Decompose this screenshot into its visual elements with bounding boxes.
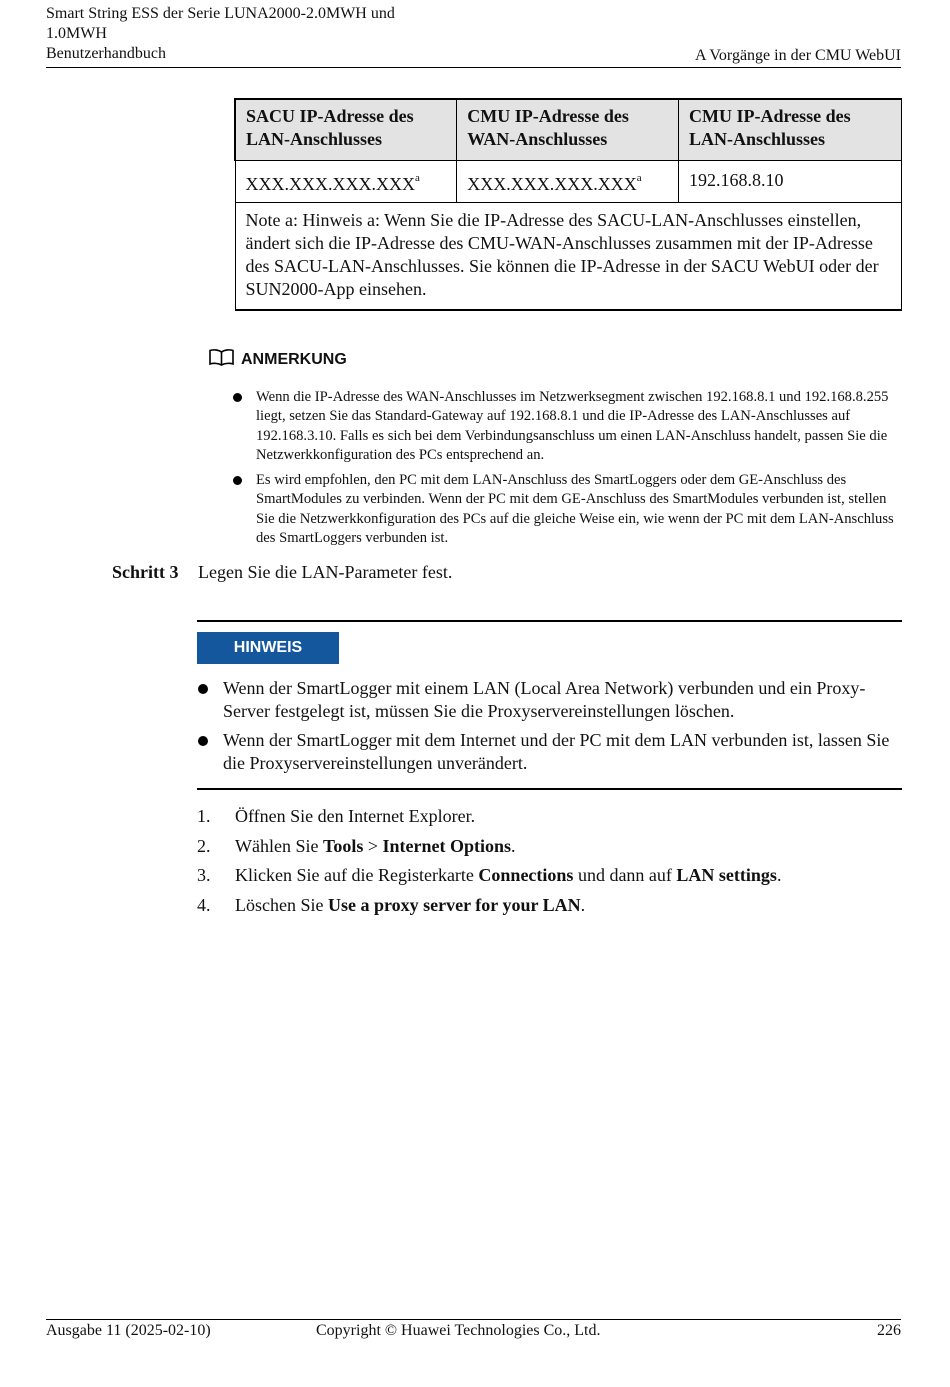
ui-term: Use a proxy server for your LAN [327, 894, 581, 915]
section-title: A Vorgänge in der CMU WebUI [695, 47, 901, 64]
ui-term: Connections [478, 865, 574, 885]
text-run: . [580, 894, 586, 915]
substep-number: 2. [197, 835, 211, 856]
substep-number: 1. [197, 806, 211, 826]
substep-number: 4. [197, 894, 211, 915]
page-number: 226 [877, 1322, 901, 1339]
substep-text [235, 863, 781, 893]
document-title [46, 4, 395, 64]
bullet [198, 736, 208, 746]
table-cell: 192.168.8.10 [678, 161, 901, 203]
ui-term: LAN settings [676, 865, 777, 885]
table-header-cell: CMU IP-Adresse des WAN-Anschlusses [457, 99, 679, 161]
ui-term: Tools [322, 835, 364, 856]
table-header-cell: SACU IP-Adresse des LAN-Anschlusses [235, 99, 457, 161]
text-run: Klicken Sie auf die Registerkarte [235, 865, 479, 885]
table-cell: XXX.XXX.XXX.XXX$^a$ [235, 161, 457, 203]
table-cell: XXX.XXX.XXX.XXX$^a$ [457, 161, 679, 203]
notice-top-rule [197, 620, 902, 622]
copyright-label: Copyright © Huawei Technologies Co., Ltd. [316, 1322, 601, 1339]
ui-term: Internet Options [382, 835, 512, 856]
step-text: Legen Sie die LAN-Parameter fest. [198, 562, 453, 582]
remark-heading [208, 348, 347, 371]
text-run: Wählen Sie [235, 835, 323, 856]
footer-divider [46, 1319, 901, 1320]
step-label: Schritt 3 [112, 562, 179, 582]
text-run: und dann auf [573, 865, 677, 885]
substep-list [197, 804, 781, 922]
table-row [235, 161, 902, 203]
bullet [233, 393, 242, 402]
table-header-row [235, 99, 902, 161]
footnote-marker: a [415, 172, 420, 184]
document-subtitle: Benutzerhandbuch [46, 45, 166, 62]
list-item: Wenn der SmartLogger mit dem Internet und der PC mit dem LAN verbunden ist, lassen Sie die Proxyservereinstellungen unverändert. [197, 729, 902, 775]
substep-item [197, 804, 781, 834]
substep-item [197, 863, 781, 893]
bullet [233, 476, 242, 485]
table-header-cell: CMU IP-Adresse des LAN-Anschlusses [678, 99, 901, 161]
substep-text [235, 804, 475, 834]
bullet [198, 684, 208, 694]
document-title-line: 1.0MWH [46, 25, 107, 42]
notice-bottom-rule [197, 788, 902, 790]
list-item: Wenn die IP-Adresse des WAN-Anschlusses im Netzwerksegment zwischen 192.168.8.1 und 192.168.8.255 liegt, setzen Sie das Standard-Gateway auf 192.168.8.1 und die IP-Adresse des LAN-Anschlusses auf 192.168.3.10. Falls es sich bei dem Verbindungsanschluss um einen LAN-Anschluss handelt, passen Sie die Netzwerkkonfiguration des PCs entsprechend an. [232, 388, 904, 465]
text-run: > [363, 835, 383, 856]
substep-text [235, 834, 516, 864]
notice-list [197, 677, 902, 775]
substep-number: 3. [197, 865, 211, 885]
notice-badge: HINWEIS [197, 632, 339, 664]
remark-list [232, 388, 904, 548]
list-item: Wenn der SmartLogger mit einem LAN (Local Area Network) verbunden und ein Proxy-Server festgelegt ist, müssen Sie die Proxyservereinstellungen löschen. [197, 677, 902, 723]
table-note-row [235, 203, 902, 311]
text-run: . [511, 835, 516, 856]
edition-label: Ausgabe 11 (2025-02-10) [46, 1322, 211, 1339]
substep-item [197, 834, 781, 864]
book-icon [208, 348, 241, 371]
list-item: Es wird empfohlen, den PC mit dem LAN-Anschluss des SmartLoggers oder dem GE-Anschluss des SmartModules zu verbinden. Wenn der PC mit dem GE-Anschluss des SmartModules verbunden ist, stellen Sie die Netzwerkkonfiguration des PCs auf die gleiche Weise ein, wie wenn der PC mit dem LAN-Anschluss des SmartLoggers verbunden ist. [232, 471, 904, 548]
document-title-line: Smart String ESS der Serie LUNA2000-2.0MWH und [46, 5, 395, 22]
table-note: Note a: Hinweis a: Wenn Sie die IP-Adresse des SACU-LAN-Anschlusses einstellen, ändert sich die IP-Adresse des CMU-WAN-Anschlusses zusammen mit der IP-Adresse des SACU-LAN-Anschlusses. Sie können die IP-Adresse in der SACU WebUI oder der SUN2000-App einsehen. [235, 203, 902, 311]
ip-address-table [234, 98, 902, 311]
footnote-marker: a [636, 172, 642, 184]
substep-text [235, 893, 585, 923]
text-run: . [776, 865, 782, 885]
header-divider [46, 67, 901, 68]
text-run: Öffnen Sie den Internet Explorer. [235, 806, 476, 826]
remark-title: ANMERKUNG [241, 350, 347, 368]
text-run: Löschen Sie [235, 894, 328, 915]
substep-item [197, 893, 781, 923]
